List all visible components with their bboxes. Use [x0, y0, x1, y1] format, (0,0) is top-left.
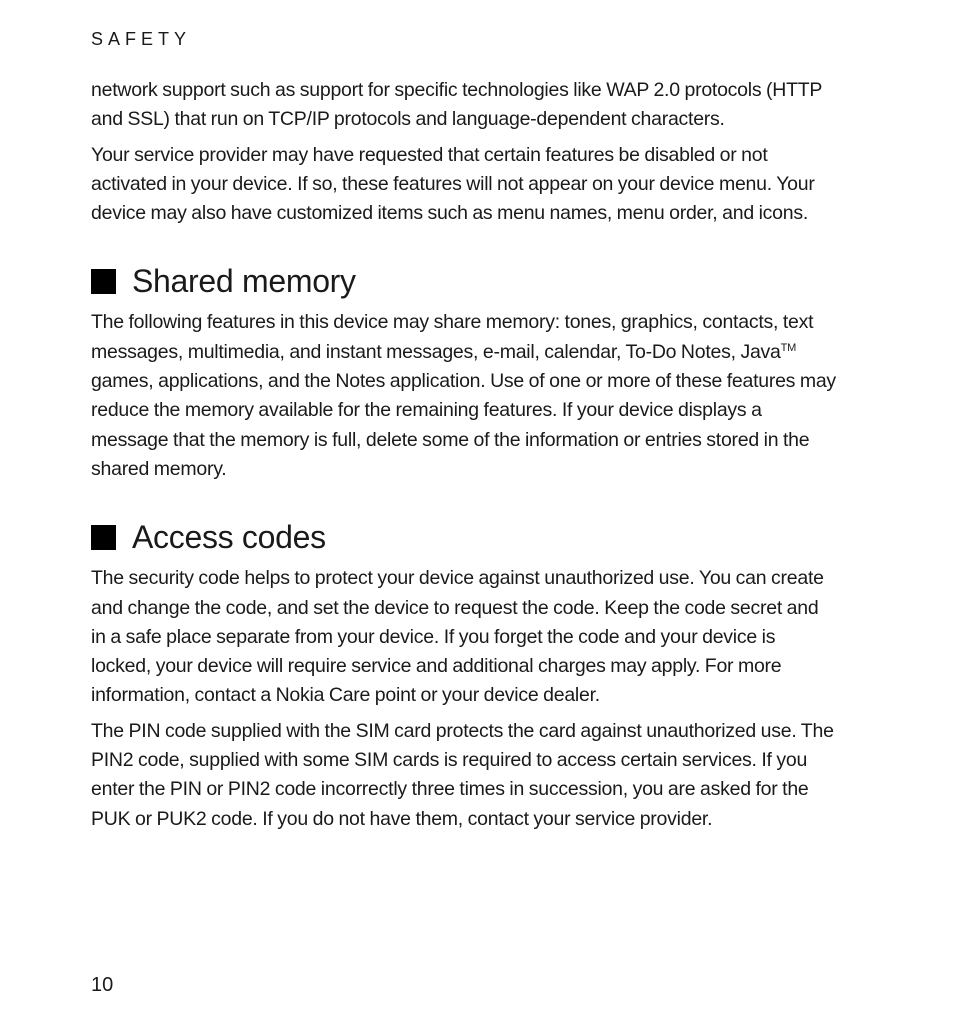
section-heading-text: Shared memory	[132, 263, 356, 300]
section-heading-text: Access codes	[132, 519, 326, 556]
running-head: SAFETY	[91, 29, 192, 49]
trademark-mark: TM	[780, 341, 797, 354]
shared-memory-text-start: The following features in this device may share memory: tones, graphics, contacts, text messages, multimedia, and instant messages, e-mail, calendar, To-Do Notes, Java	[91, 311, 814, 363]
intro-paragraph-1: network support such as support for specific technologies like WAP 2.0 protocols (HTTP and SSL) that run on TCP/IP protocols and language-dependent characters.	[91, 79, 822, 131]
page-number: 10	[91, 974, 114, 996]
shared-memory-paragraph	[91, 308, 836, 484]
manual-page	[91, 0, 836, 1036]
square-bullet-icon	[91, 269, 116, 294]
access-codes-paragraph-2: The PIN code supplied with the SIM card protects the card against unauthorized use. The PIN2 code, supplied with some SIM cards is required to access certain services. If you enter the PIN or PIN2 code incorrectly three times in succession, you are asked for the PUK or PUK2 code. If you do not have them, contact your service provider.	[91, 719, 834, 830]
section-heading-shared-memory	[91, 261, 836, 301]
intro-paragraph-2: Your service provider may have requested that certain features be disabled or not activated in your device. If so, these features will not appear on your device menu. Your device may also have customized items such as menu names, menu order, and icons.	[91, 143, 815, 225]
shared-memory-text-end: games, applications, and the Notes application. Use of one or more of these features may reduce the memory available for the remaining features. If your device displays a message that the memory is full, delete some of the information or entries stored in the shared memory.	[91, 370, 836, 480]
body-text	[91, 76, 836, 840]
square-bullet-icon	[91, 525, 116, 550]
access-codes-paragraph-1: The security code helps to protect your device against unauthorized use. You can create and change the code, and set the device to request the code. Keep the code secret and in a safe place separate from your device. If you forget the code and your device is locked, your device will require service and additional charges may apply. For more information, contact a Nokia Care point or your device dealer.	[91, 567, 824, 707]
section-heading-access-codes	[91, 517, 836, 557]
